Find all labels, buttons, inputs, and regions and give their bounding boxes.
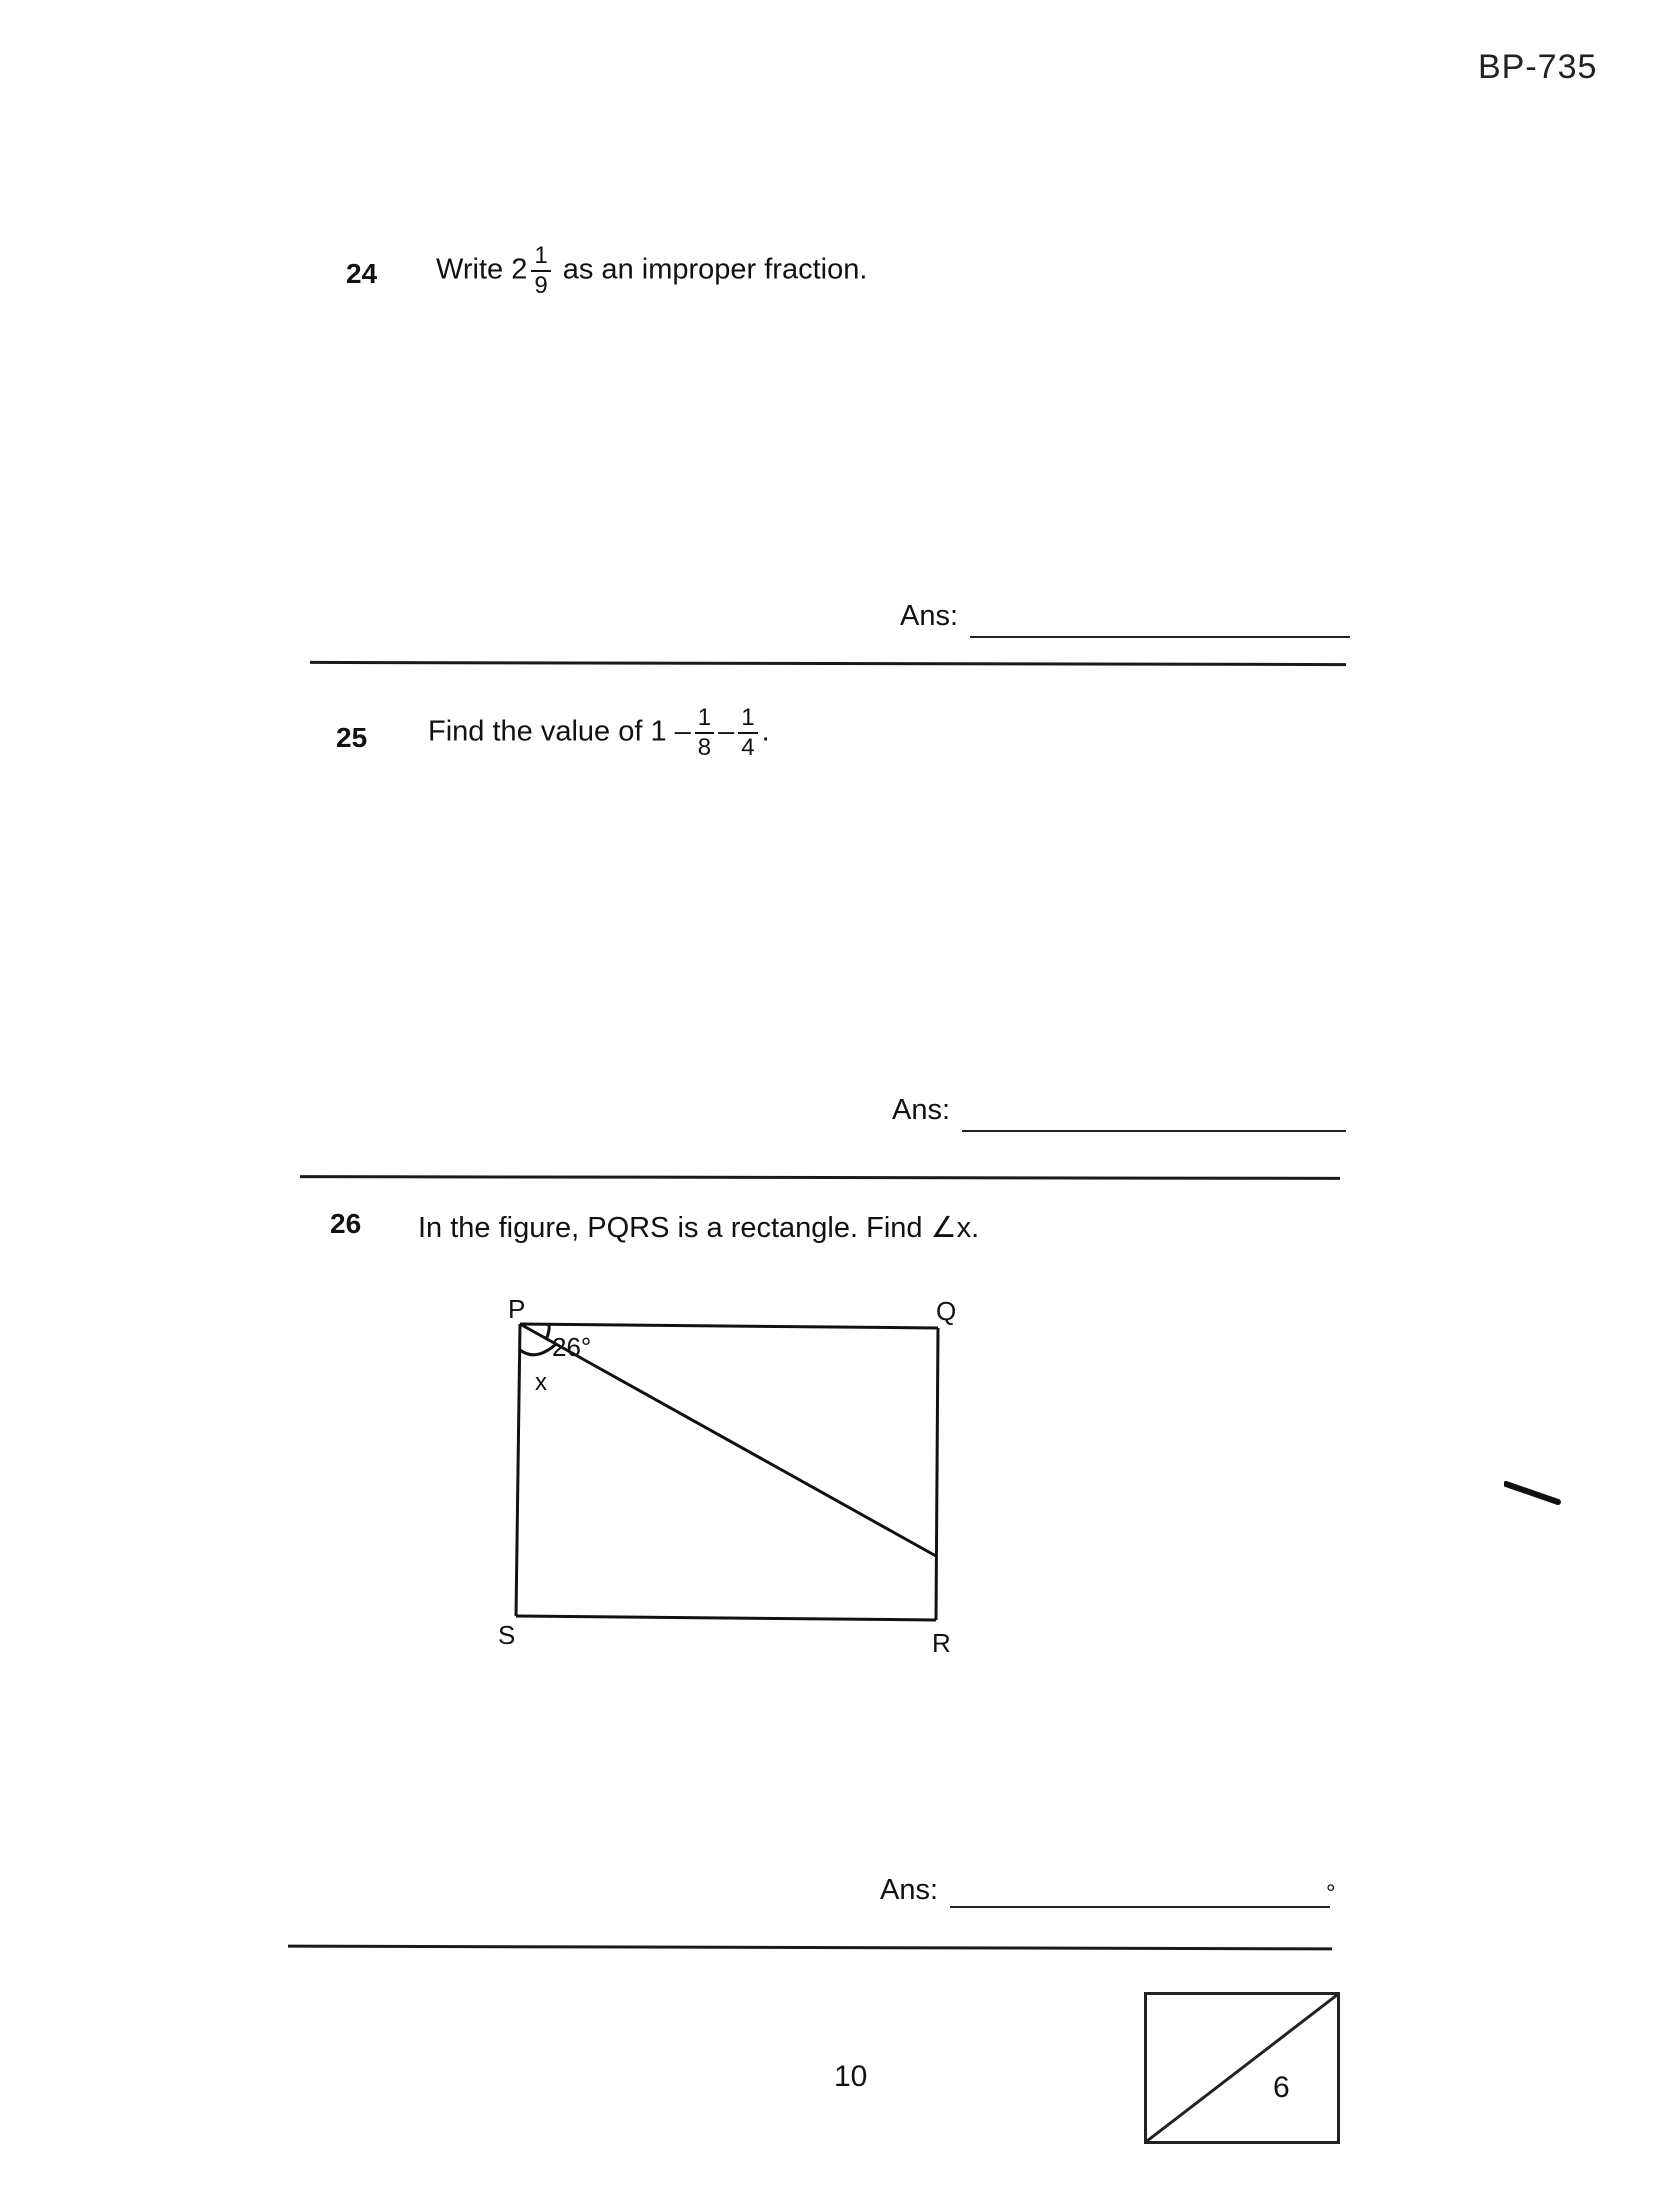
marks-value: 6 bbox=[1273, 2071, 1290, 2104]
label-x: x bbox=[535, 1369, 547, 1396]
page-number: 10 bbox=[834, 2060, 868, 2093]
fraction-denominator: 8 bbox=[697, 734, 712, 761]
label-s: S bbox=[498, 1620, 516, 1650]
divider-line bbox=[310, 661, 1346, 666]
marks-box-diagonal bbox=[1147, 1995, 1337, 2141]
question-25-ans-label: Ans: bbox=[892, 1094, 951, 1126]
fraction-denominator: 9 bbox=[534, 272, 548, 299]
question-25-answer-line[interactable] bbox=[962, 1130, 1346, 1132]
marks-box bbox=[1144, 1992, 1340, 2144]
fraction-one-quarter bbox=[738, 706, 757, 760]
fraction-denominator: 4 bbox=[741, 734, 755, 761]
label-r: R bbox=[932, 1628, 951, 1658]
question-26-ans-label: Ans: bbox=[880, 1874, 939, 1906]
question-25-number: 25 bbox=[336, 722, 368, 753]
question-24-text bbox=[436, 244, 867, 298]
question-24-text-before: Write 2 bbox=[436, 253, 528, 286]
angle-arc-x bbox=[520, 1344, 556, 1355]
side-pq bbox=[520, 1324, 938, 1328]
rectangle-figure bbox=[480, 1290, 1000, 1680]
question-24-answer-line[interactable] bbox=[970, 636, 1350, 638]
question-25-text-before: Find the value of 1 – bbox=[428, 715, 691, 748]
question-25-text bbox=[428, 706, 770, 760]
side-qr bbox=[936, 1328, 938, 1620]
question-26-number: 26 bbox=[330, 1208, 362, 1239]
question-26-answer-line[interactable] bbox=[950, 1906, 1330, 1908]
fraction-numerator: 1 bbox=[695, 706, 714, 734]
question-24-ans-label: Ans: bbox=[900, 600, 959, 632]
document-code: BP-735 bbox=[1478, 48, 1598, 86]
degree-unit: ° bbox=[1326, 1880, 1336, 1907]
fraction-one-eighth bbox=[695, 706, 714, 760]
pen-mark-icon bbox=[1504, 1476, 1562, 1508]
side-sp bbox=[516, 1324, 520, 1616]
fraction-one-ninth bbox=[531, 244, 550, 298]
divider-line bbox=[300, 1175, 1340, 1180]
question-24-text-after: as an improper fraction. bbox=[562, 253, 868, 286]
label-q: Q bbox=[936, 1296, 957, 1326]
side-rs bbox=[516, 1616, 936, 1620]
period: . bbox=[761, 715, 770, 748]
fraction-numerator: 1 bbox=[531, 244, 550, 272]
label-angle-26: 26° bbox=[552, 1332, 592, 1362]
question-24-number: 24 bbox=[346, 258, 378, 289]
minus-sign: – bbox=[718, 715, 735, 748]
label-p: P bbox=[508, 1294, 526, 1324]
fraction-numerator: 1 bbox=[738, 706, 757, 734]
divider-line bbox=[288, 1945, 1332, 1951]
angle-arc-26 bbox=[546, 1325, 549, 1340]
question-26-text: In the figure, PQRS is a rectangle. Find ∠x. bbox=[418, 1212, 980, 1244]
